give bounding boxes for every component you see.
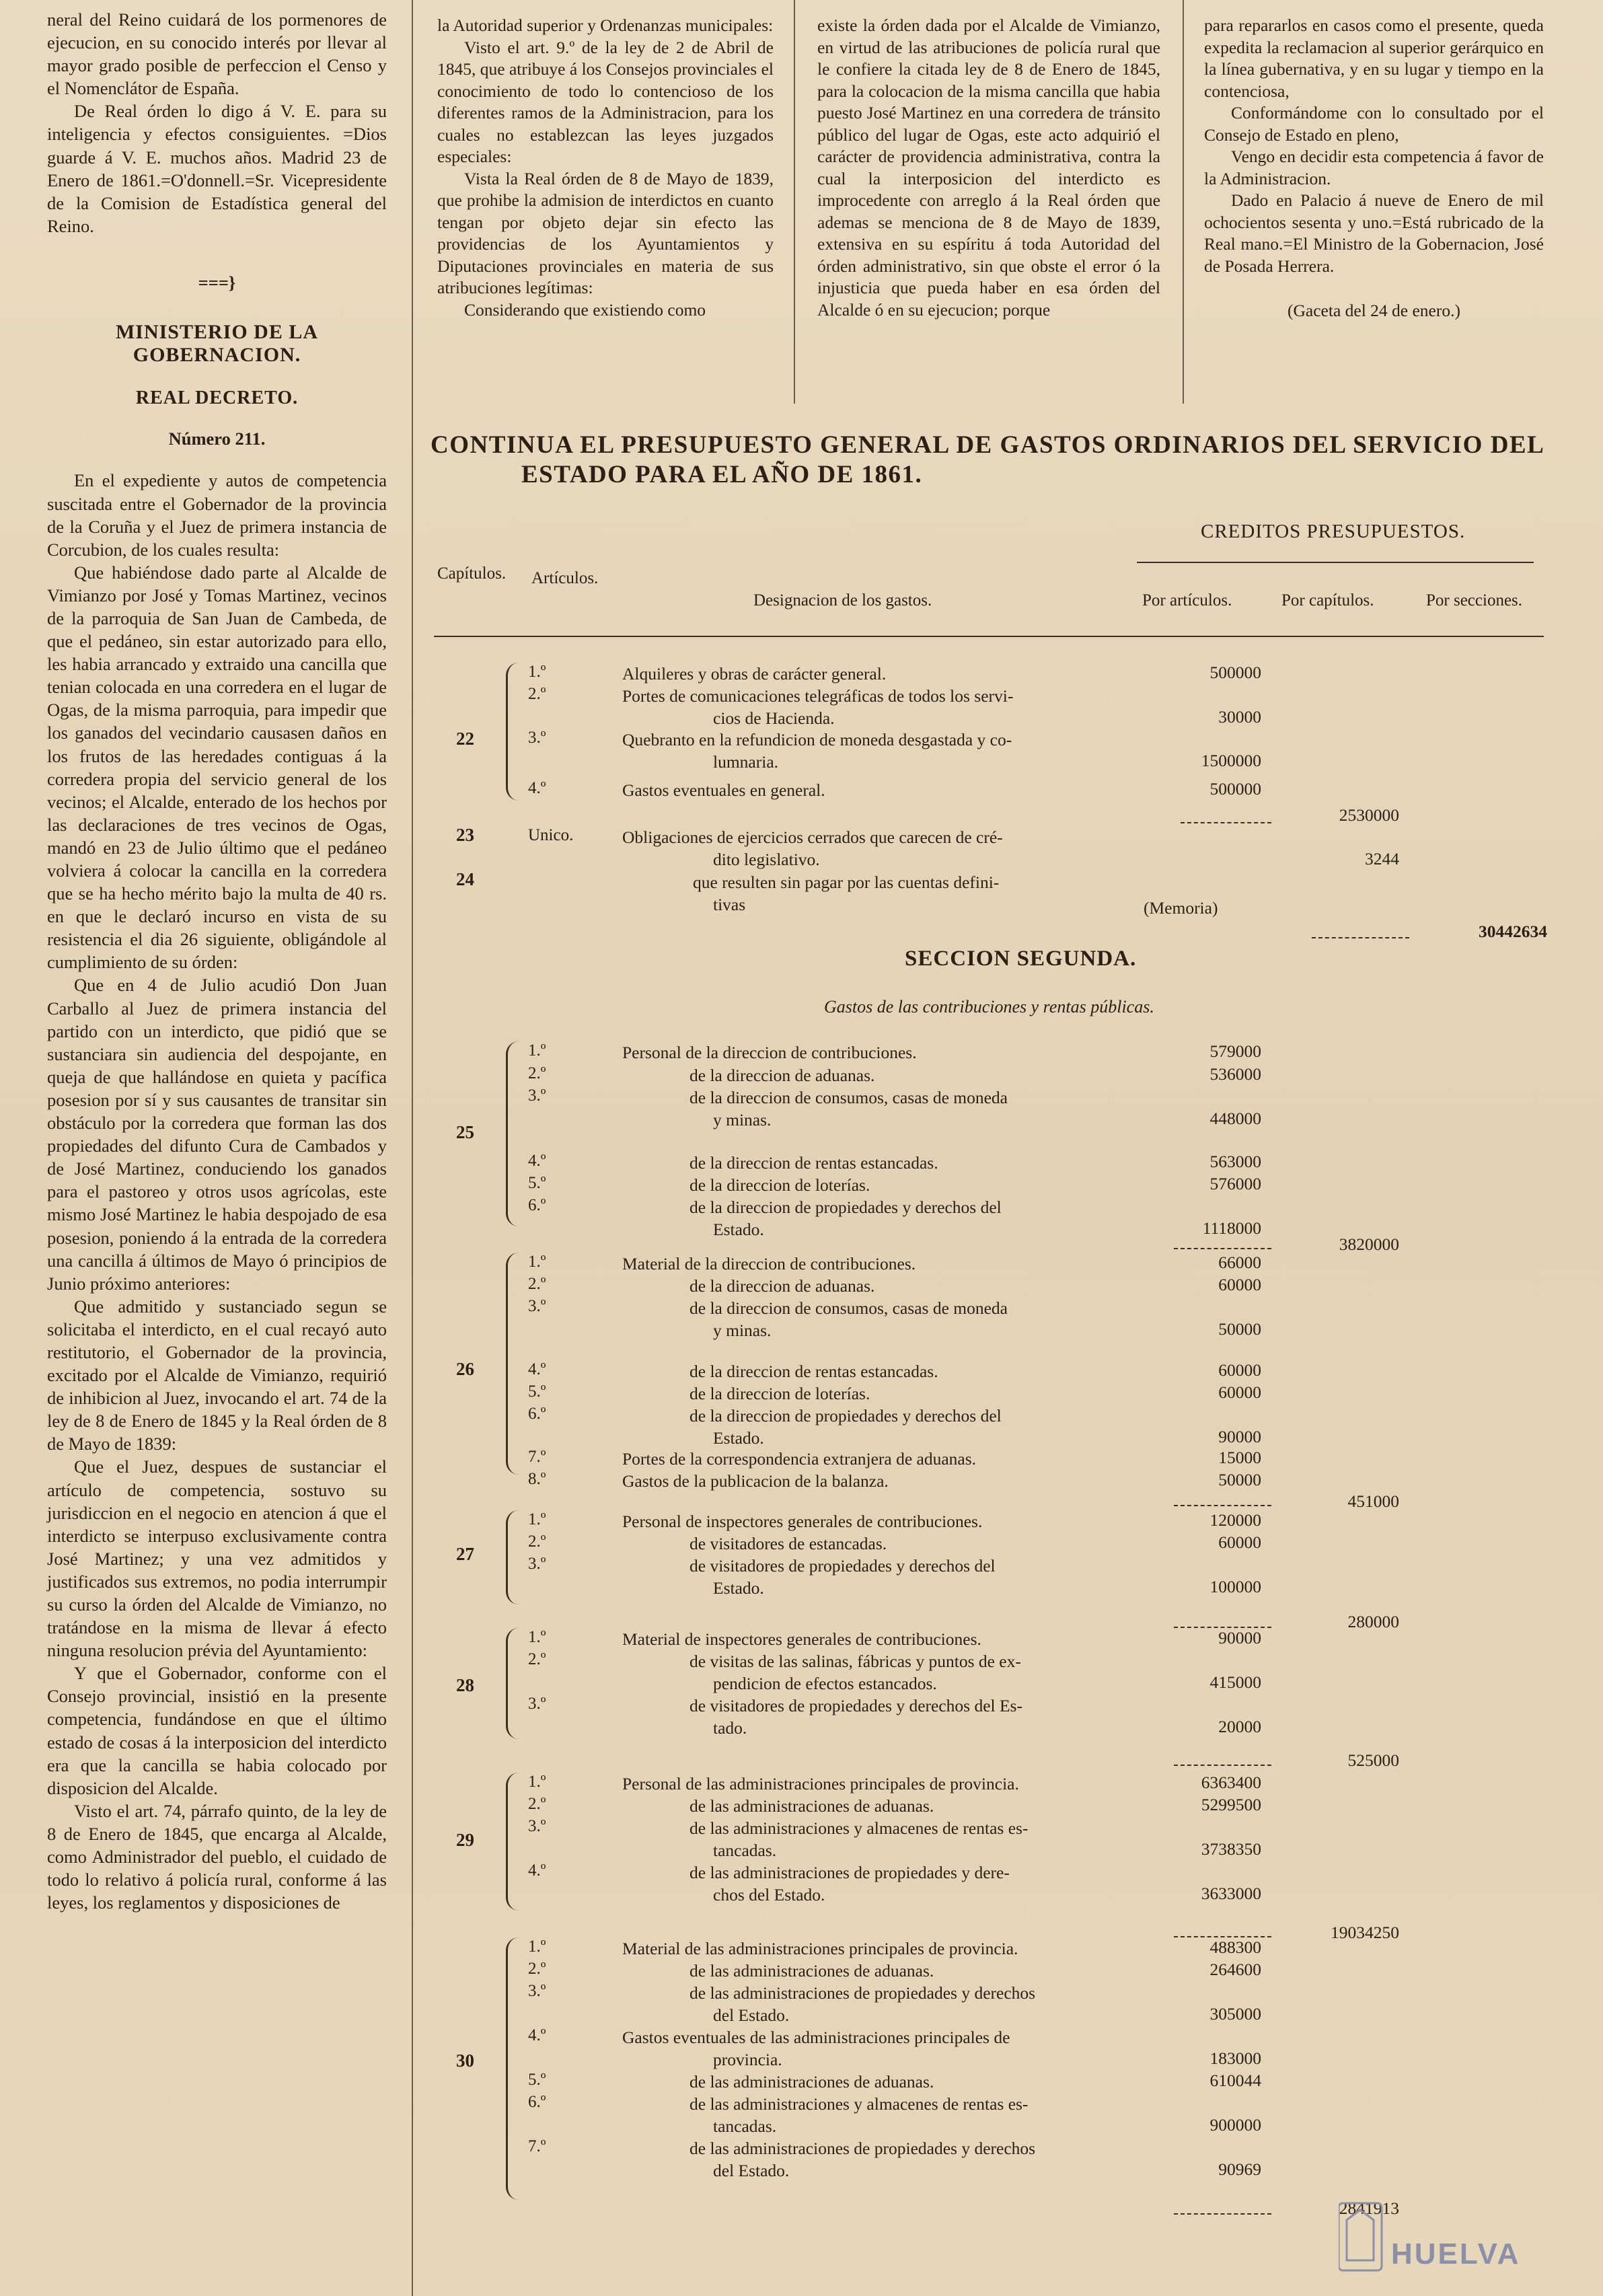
- row-description: de la direccion de aduanas.: [689, 1066, 875, 1085]
- row-description-cont: pendicion de efectos estancados.: [713, 1674, 937, 1693]
- row-amount: 3633000: [1201, 1884, 1261, 1903]
- column-center-right: [817, 15, 1160, 321]
- row-amount: 100000: [1209, 1577, 1261, 1596]
- separator: ===}: [198, 272, 236, 293]
- row-amount: 15000: [1218, 1448, 1261, 1467]
- row-amount: 60000: [1218, 1382, 1261, 1402]
- row-amount: 415000: [1209, 1672, 1261, 1692]
- row-description: de visitadores de estancadas.: [689, 1534, 887, 1553]
- row-description: de las administraciones de propiedades y derechos: [689, 2139, 1036, 2158]
- brace: [506, 1773, 519, 1911]
- row-description: Personal de inspectores generales de contribuciones.: [622, 1512, 983, 1531]
- row-description-cont: Estado.: [713, 1428, 764, 1448]
- article-number: 5.º: [528, 2071, 546, 2089]
- paragraph: Considerando que existiendo como: [464, 299, 706, 320]
- subtotal-rule: [1174, 1505, 1271, 1506]
- subtotal-rule: [1174, 1765, 1271, 1766]
- section-rule: [1312, 937, 1409, 938]
- row-description: de las administraciones de aduanas.: [689, 1796, 934, 1816]
- row-amount: 1118000: [1202, 1218, 1261, 1238]
- row-description-cont: Estado.: [713, 1578, 764, 1598]
- article-number: 8.º: [528, 1470, 546, 1488]
- paragraph: Que el Juez, despues de sustanciar el artículo de competencia, sostuvo su jurisdiccion en el negocio en atencion á que el interdicto se interpuso exclusivamente contra José Martinez; y una vez admitidos y justificados sus extremos, no podia interrumpir su curso la órden del Alcalde de Vimianzo, no tratándose en la misma de llevar á efecto ninguna resolucion prévia del Ayuntamiento:: [47, 1456, 387, 1661]
- row-description: Material de inspectores generales de contribuciones.: [622, 1629, 981, 1649]
- creditos-heading: CREDITOS PRESUPUESTOS.: [1201, 521, 1466, 542]
- column-right: [1204, 15, 1544, 322]
- article-number: 2.º: [528, 1532, 546, 1551]
- article-number: Unico.: [528, 826, 574, 844]
- row-description-cont: y minas.: [713, 1110, 772, 1130]
- article-number: 3.º: [528, 1817, 546, 1835]
- row-description-cont: chos del Estado.: [713, 1885, 825, 1904]
- row-description: Obligaciones de ejercicios cerrados que carecen de cré-: [622, 827, 1003, 847]
- paragraph: De Real órden lo digo á V. E. para su inteligencia y efectos consiguientes. =Dios guarde á V. E. muchos años. Madrid 23 de Enero de 1861.=O'donnell.=Sr. Vicepresidente de la Comision de Estadística general del Reino.: [47, 101, 387, 236]
- article-number: 2.º: [528, 1960, 546, 1978]
- header-capitulos: Capítulos.: [437, 564, 507, 583]
- chapter-number: 27: [456, 1544, 474, 1564]
- row-description: Gastos eventuales en general.: [622, 780, 825, 800]
- decree-heading: REAL DECRETO.: [135, 387, 299, 409]
- brace: [506, 1628, 519, 1739]
- row-description: de la direccion de rentas estancadas.: [689, 1153, 938, 1173]
- row-description-cont: tancadas.: [713, 2116, 777, 2136]
- row-description: de la direccion de rentas estancadas.: [689, 1362, 938, 1381]
- header-por-capitulos: Por capítulos.: [1281, 591, 1374, 609]
- row-description-cont: del Estado.: [713, 2005, 790, 2025]
- row-amount: 50000: [1218, 1470, 1261, 1489]
- chapter-number: 26: [456, 1359, 474, 1379]
- article-number: 2.º: [528, 1650, 546, 1668]
- row-amount: 3738350: [1201, 1839, 1261, 1859]
- subtotal-rule: [1181, 822, 1271, 823]
- row-amount: 1500000: [1201, 751, 1261, 770]
- row-amount: 900000: [1209, 2115, 1261, 2135]
- brace: [506, 1041, 519, 1226]
- column-rule-2: [794, 0, 795, 404]
- row-description-cont: provincia.: [713, 2050, 782, 2069]
- article-number: 4.º: [528, 1360, 546, 1378]
- row-description-cont: tado.: [713, 1718, 747, 1738]
- article-number: 1.º: [528, 1773, 546, 1791]
- row-description: Gastos eventuales de las administraciones principales de: [622, 2028, 1010, 2047]
- article-number: 2.º: [528, 1795, 546, 1813]
- paragraph: Vista la Real órden de 8 de Mayo de 1839, que prohibe la admision de interdictos en cuanto tengan por objeto dejar sin efecto las providencias de los Ayuntamientos y Diputaciones provinciales en materia de sus atribuciones legítimas:: [437, 168, 774, 297]
- row-amount: 305000: [1209, 2004, 1261, 2024]
- ministry-heading: MINISTERIO DE LA GOBERNACION.: [115, 321, 319, 367]
- article-number: 4.º: [528, 1861, 546, 1880]
- row-amount: 5299500: [1201, 1795, 1261, 1814]
- row-description: de las administraciones de propiedades y derechos: [689, 1983, 1036, 2003]
- article-number: 1.º: [528, 1253, 546, 1271]
- decree-number: Número 211.: [168, 429, 266, 449]
- chapter-total: 2841913: [1339, 2198, 1399, 2218]
- row-description: Alquileres y obras de carácter general.: [622, 664, 887, 683]
- chapter-total: 451000: [1347, 1491, 1399, 1511]
- row-description-cont: del Estado.: [713, 2161, 790, 2180]
- article-number: 4.º: [528, 2026, 546, 2044]
- row-description: de la direccion de propiedades y derechos del: [689, 1406, 1002, 1425]
- row-amount: 66000: [1218, 1253, 1261, 1272]
- row-description: Portes de comunicaciones telegráficas de todos los servi-: [622, 686, 1014, 706]
- article-number: 6.º: [528, 1196, 546, 1214]
- row-amount: 6363400: [1201, 1773, 1261, 1792]
- budget-title-line1: CONTINUA EL PRESUPUESTO GENERAL DE GASTOS ORDINARIOS DEL SERVICIO DEL: [431, 431, 1545, 459]
- column-rule-3: [1183, 0, 1184, 404]
- article-number: 5.º: [528, 1382, 546, 1401]
- row-description-cont: dito legislativo.: [713, 850, 820, 869]
- paragraph: Conformándome con lo consultado por el Consejo de Estado en pleno,: [1204, 103, 1544, 145]
- row-description-cont: cios de Hacienda.: [713, 708, 835, 728]
- header-rule: [434, 636, 1544, 637]
- header-designacion: Designacion de los gastos.: [753, 591, 932, 609]
- row-description-cont: Estado.: [713, 1220, 764, 1239]
- row-description: de visitadores de propiedades y derechos del: [689, 1556, 996, 1576]
- chapter-number: 24: [456, 869, 474, 889]
- row-amount: 183000: [1209, 2048, 1261, 2068]
- article-number: 3.º: [528, 1555, 546, 1573]
- article-number: 1.º: [528, 663, 546, 681]
- row-amount: 579000: [1209, 1041, 1261, 1061]
- chapter-number: 30: [456, 2050, 474, 2071]
- row-description: Portes de la correspondencia extranjera de aduanas.: [622, 1449, 977, 1469]
- header-articulos: Artículos.: [531, 569, 599, 587]
- row-amount: 90000: [1218, 1427, 1261, 1446]
- creditos-rule: [1137, 562, 1534, 563]
- row-description: Material de la direccion de contribuciones.: [622, 1254, 916, 1273]
- chapter-number: 28: [456, 1675, 474, 1695]
- row-amount: 563000: [1209, 1152, 1261, 1171]
- paragraph: Dado en Palacio á nueve de Enero de mil ochocientos sesenta y uno.=Está rubricado de la Real mano.=El Ministro de la Gobernacion, José de Posada Herrera.: [1204, 190, 1544, 276]
- article-number: 4.º: [528, 779, 546, 797]
- article-number: 1.º: [528, 1628, 546, 1646]
- section-subheading: Gastos de las contribuciones y rentas públicas.: [824, 997, 1154, 1016]
- article-number: 2.º: [528, 1275, 546, 1293]
- column-left: [47, 8, 387, 1914]
- chapter-number: 23: [456, 825, 474, 845]
- article-number: 2.º: [528, 685, 546, 703]
- row-description: Gastos de la publicacion de la balanza.: [622, 1471, 889, 1491]
- row-description: de la direccion de aduanas.: [689, 1276, 875, 1296]
- row-description: de la direccion de loterías.: [689, 1175, 870, 1195]
- chapter-number: 29: [456, 1830, 474, 1850]
- row-amount: 90000: [1218, 1628, 1261, 1647]
- row-description: de la direccion de propiedades y derechos del: [689, 1197, 1002, 1217]
- paragraph: Que en 4 de Julio acudió Don Juan Carballo al Juez de primera instancia del partido con un interdicto, que pidió que se sustanciara sin audiencia del despojante, en queja de que hallándose en quieta y pacífica posesion por sí y sus causantes de transitar sin obstáculo por la corredera que forman las dos propiedades del difunto Cura de Cambados y de José Martinez, conduciendo los ganados para el pastoreo y otros usos agrícolas, este mismo José Martinez le habia despojado de esa posesion, poniendo á la entrada de la corredera una cancilla á últimos de Mayo ó principios de Junio próximo anteriores:: [47, 975, 387, 1294]
- brace: [506, 1937, 519, 2200]
- row-description: de las administraciones de aduanas.: [689, 1961, 934, 1980]
- paragraph: Vengo en decidir esta competencia á favor de la Administracion.: [1204, 147, 1544, 188]
- article-number: 3.º: [528, 729, 546, 747]
- article-number: 2.º: [528, 1064, 546, 1082]
- article-number: 3.º: [528, 1695, 546, 1713]
- row-description-cont: tancadas.: [713, 1841, 777, 1860]
- paragraph: Y que el Gobernador, conforme con el Consejo provincial, insistió en la presente competencia, fundándose en que el último estado de cosas á la interposicion del interdicto era que la cancilla se habia colocado por disposicion del Alcalde.: [47, 1663, 387, 1798]
- row-amount: 60000: [1218, 1360, 1261, 1380]
- row-description: de las administraciones de aduanas.: [689, 2072, 934, 2091]
- brace: [506, 1510, 519, 1604]
- budget-title: [431, 431, 1567, 490]
- article-number: 4.º: [528, 1152, 546, 1170]
- row-description: de visitadores de propiedades y derechos del Es-: [689, 1696, 1022, 1715]
- row-amount: 576000: [1209, 1174, 1261, 1193]
- chapter-total: 2530000: [1339, 805, 1399, 825]
- column-center-left: [437, 15, 774, 321]
- paragraph: Que admitido y sustanciado segun se solicitaba el interdicto, en el cual recayó auto restitutorio, el Gobernador de la provincia, excitado por el Alcalde de Vimianzo, requirió de inhibicion al Juez, invocando el art. 74 de la ley de 8 de Enero de 1845 y la Real órden de 8 de Mayo de 1839:: [47, 1296, 387, 1454]
- paragraph: la Autoridad superior y Ordenanzas municipales:: [437, 15, 774, 35]
- paragraph: neral del Reino cuidará de los pormenores de ejecucion, en su conocido interés por llevar al mayor grado posible de perfeccion el Censo y el Nomenclátor de España.: [47, 9, 387, 99]
- row-description: Material de las administraciones principales de provincia.: [622, 1939, 1018, 1958]
- article-number: 1.º: [528, 1937, 546, 1956]
- row-description-cont: tivas: [713, 895, 746, 914]
- paragraph: Que habiéndose dado parte al Alcalde de Vimianzo por José y Tomas Martinez, vecinos de la parroquia de San Juan de Cambeda, de que el pedáneo, sin estar autorizado para ello, les habia arrancado y extraido una cancilla que tenian colocada en una corredera en el lugar de Ogas, de la misma parroquia, para impedir que los ganados del vecindario causasen daños en los frutos de las heredades contiguas á la corredera propia del servicio general de los vecinos; el Alcalde, enterado de los hechos por las declaraciones de tres vecinos de Ogas, mandó en 23 de Julio último que el pedáneo volviera á colocar la cancilla en la corredera que se ha hecho mérito bajo la multa de 40 rs. en que le declaró incurso en vista de su resistencia el dia 26 siguiente, obligándole al cumplimiento de su órden:: [47, 562, 387, 973]
- row-description: de la direccion de loterías.: [689, 1384, 870, 1403]
- row-description-cont: y minas.: [713, 1321, 772, 1340]
- row-amount: 60000: [1218, 1532, 1261, 1552]
- article-number: 3.º: [528, 1086, 546, 1105]
- paragraph: existe la órden dada por el Alcalde de Vimianzo, en virtud de las atribuciones de policía rural que le confiere la citada ley de 8 de Enero de 1845, para la colocacion de la misma cancilla que habia puesto José Martinez en una corredera de tránsito público del lugar de Ogas, este acto adquirió el carácter de providencia administrativa, contra la cual la interposicion del interdicto es improcedente con arreglo á la Real órden que ademas se menciona de 8 de Mayo de 1839, extensiva en su espíritu á toda Autoridad del órden administrativo, sin que obste el error ó la injusticia que pueda haber en esa órden del Alcalde ó en su ejecucion; porque: [817, 15, 1160, 320]
- row-description: de visitas de las salinas, fábricas y puntos de ex-: [689, 1652, 1021, 1671]
- article-number: 7.º: [528, 2137, 546, 2155]
- row-description: Quebranto en la refundicion de moneda desgastada y co-: [622, 730, 1012, 749]
- header-por-secciones: Por secciones.: [1426, 591, 1523, 609]
- row-amount: 610044: [1209, 2071, 1261, 2090]
- row-amount: 500000: [1209, 663, 1261, 682]
- row-description: de las administraciones de propiedades y dere-: [689, 1863, 1010, 1882]
- chapter-total: 3820000: [1339, 1234, 1399, 1254]
- chapter-number: 25: [456, 1122, 474, 1142]
- row-description: Personal de la direccion de contribuciones.: [622, 1043, 917, 1062]
- paragraph: En el expediente y autos de competencia suscitada entre el Gobernador de la provincia de la Coruña y el Juez de primera instancia de Corcubion, de los cuales resulta:: [47, 470, 387, 560]
- row-amount: 90969: [1218, 2159, 1261, 2179]
- paragraph: para repararlos en casos como el presente, queda expedita la reclamacion al superior gerárquico en la línea gubernativa, y en su lugar y tiempo en la contenciosa,: [1204, 15, 1544, 101]
- article-number: 6.º: [528, 1405, 546, 1423]
- row-amount: 20000: [1218, 1717, 1261, 1736]
- row-description-cont: lumnaria.: [713, 752, 779, 772]
- row-description: que resulten sin pagar por las cuentas defini-: [693, 873, 1000, 892]
- chapter-total: 3244: [1365, 849, 1399, 868]
- article-number: 1.º: [528, 1510, 546, 1528]
- row-amount: 120000: [1209, 1510, 1261, 1530]
- article-number: 5.º: [528, 1174, 546, 1192]
- subtotal-rule: [1174, 2213, 1271, 2215]
- column-rule-1: [412, 0, 413, 2296]
- memoria-note: (Memoria): [1144, 898, 1218, 918]
- chapter-total: 280000: [1347, 1612, 1399, 1631]
- article-number: 3.º: [528, 1297, 546, 1315]
- section-total: 30442634: [1479, 922, 1547, 941]
- row-description: de las administraciones y almacenes de rentas es-: [689, 2094, 1029, 2114]
- chapter-number: 22: [456, 729, 474, 749]
- article-number: 6.º: [528, 2093, 546, 2111]
- row-amount: 500000: [1209, 779, 1261, 799]
- row-description: Personal de las administraciones principales de provincia.: [622, 1774, 1019, 1793]
- archive-stamp-icon: [1339, 2200, 1540, 2274]
- row-description: de la direccion de consumos, casas de moneda: [689, 1298, 1008, 1318]
- article-number: 3.º: [528, 1982, 546, 2000]
- stamp-text: HUELVA: [1391, 2237, 1521, 2270]
- brace: [506, 663, 519, 801]
- chapter-total: 525000: [1347, 1750, 1399, 1770]
- subtotal-rule: [1174, 1248, 1271, 1249]
- row-amount: 448000: [1209, 1109, 1261, 1128]
- row-amount: 50000: [1218, 1319, 1261, 1339]
- budget-title-line2: ESTADO PARA EL AÑO DE 1861.: [521, 461, 923, 488]
- paragraph: Visto el art. 9.º de la ley de 2 de Abril de 1845, que atribuye á los Consejos provinciales el conocimiento de todo lo contencioso de los diferentes ramos de la Administracion, para los cuales no establezcan las leyes juzgados especiales:: [437, 37, 774, 166]
- row-amount: 488300: [1209, 1937, 1261, 1957]
- article-number: 7.º: [528, 1448, 546, 1466]
- gazette-citation: (Gaceta del 24 de enero.): [1288, 301, 1460, 320]
- article-number: 1.º: [528, 1041, 546, 1060]
- section-heading: SECCION SEGUNDA.: [905, 947, 1137, 971]
- chapter-total: 19034250: [1331, 1923, 1399, 1942]
- header-por-articulos: Por artículos.: [1142, 591, 1232, 609]
- brace: [506, 1253, 519, 1475]
- row-amount: 30000: [1218, 707, 1261, 727]
- row-amount: 264600: [1209, 1960, 1261, 1979]
- row-amount: 60000: [1218, 1275, 1261, 1294]
- row-amount: 536000: [1209, 1064, 1261, 1084]
- row-description: de las administraciones y almacenes de rentas es-: [689, 1818, 1029, 1838]
- paragraph: Visto el art. 74, párrafo quinto, de la ley de 8 de Enero de 1845, que encarga al Alcalde, como Administrador del pueblo, el cuidado de todo lo relativo á policía rural, conforme á las leyes, los reglamentos y disposiciones de: [47, 1800, 387, 1913]
- row-description: de la direccion de consumos, casas de moneda: [689, 1088, 1008, 1107]
